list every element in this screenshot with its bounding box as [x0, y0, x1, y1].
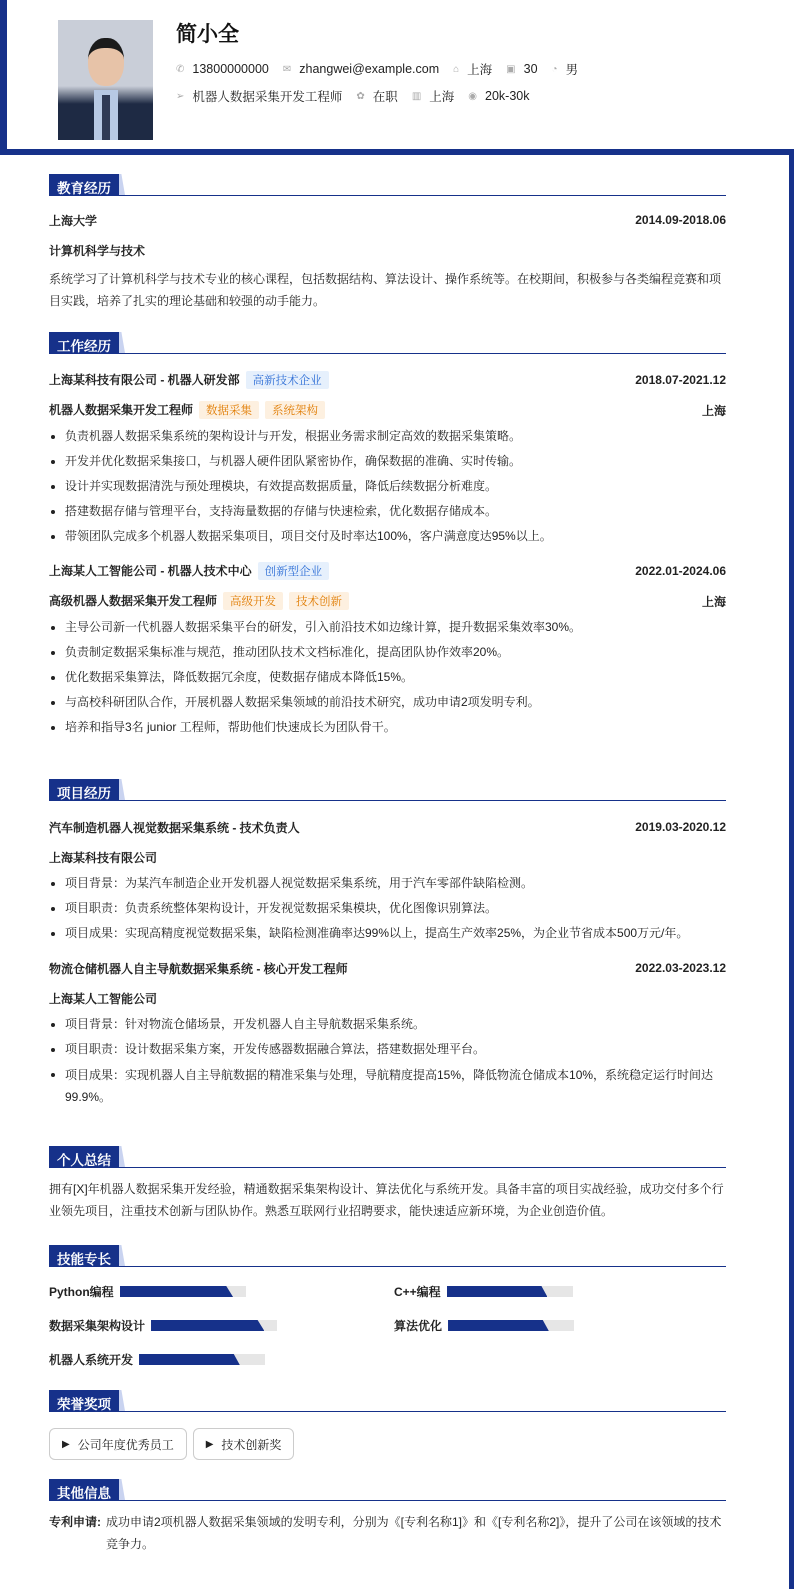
project-name: 物流仓储机器人自主导航数据采集系统 - 核心开发工程师	[49, 961, 348, 976]
age-icon: ▣	[506, 63, 516, 75]
period: 2014.09-2018.06	[635, 213, 726, 227]
role-tag: 数据采集	[199, 401, 259, 419]
section-title: 其他信息	[49, 1479, 119, 1500]
list-item: 带领团队完成多个机器人数据采集项目，项目交付及时率达100%，客户满意度达95%以上。	[49, 524, 726, 549]
period: 2019.03-2020.12	[635, 820, 726, 834]
skill-item	[394, 1283, 573, 1300]
skill-item	[394, 1317, 574, 1334]
role-tag: 高级开发	[223, 592, 283, 610]
school: 上海大学	[49, 213, 98, 228]
status: 在职	[372, 90, 398, 104]
skill-name: Python编程	[49, 1285, 114, 1299]
skill-name: 数据采集架构设计	[49, 1319, 146, 1333]
email-icon: ✉	[282, 63, 292, 75]
list-item: 优化数据采集算法，降低数据冗余度，使数据存储成本降低15%。	[49, 665, 726, 690]
list-item: 项目背景：针对物流仓储场景，开发机器人自主导航数据采集系统。	[49, 1012, 726, 1037]
skill-name: C++编程	[394, 1285, 441, 1299]
candidate-name: 简小全	[176, 23, 239, 46]
list-item: 项目背景：为某汽车制造企业开发机器人视觉数据采集系统，用于汽车零部件缺陷检测。	[49, 871, 726, 896]
section-title: 技能专长	[49, 1245, 119, 1266]
company: 上海某科技有限公司	[49, 850, 158, 865]
period: 2018.07-2021.12	[635, 373, 726, 387]
page-border	[789, 150, 794, 1589]
list-item: 与高校科研团队合作，开展机器人数据采集领域的前沿技术研究，成功申请2项发明专利。	[49, 690, 726, 715]
company-tag: 高新技术企业	[246, 371, 329, 389]
projects-section	[49, 779, 726, 1108]
section-title: 荣誉奖项	[49, 1390, 119, 1411]
list-item: 项目职责：设计数据采集方案，开发传感器数据融合算法，搭建数据处理平台。	[49, 1037, 726, 1062]
role: 高级机器人数据采集开发工程师	[49, 594, 218, 608]
send-icon: ➢	[176, 90, 185, 102]
gender: 男	[565, 63, 579, 77]
list-item: 项目职责：负责系统整体架构设计，开发视觉数据采集模块，优化图像识别算法。	[49, 896, 726, 921]
position: 机器人数据采集开发工程师	[192, 90, 343, 104]
award-badge	[193, 1428, 295, 1460]
skill-name: 算法优化	[394, 1319, 443, 1333]
skill-bar-fill	[448, 1320, 549, 1331]
company: 上海某科技有限公司 - 机器人研发部	[49, 373, 240, 387]
skill-item	[49, 1283, 246, 1300]
list-item: 项目成果：实现机器人自主导航数据的精准采集与处理，导航精度提高15%，降低物流仓储成本10%，系统稳定运行时间达99.9%。	[49, 1062, 726, 1108]
list-item: 项目成果：实现高精度视觉数据采集，缺陷检测准确率达99%以上，提高生产效率25%，为企业节省成本500万元/年。	[49, 921, 726, 946]
section-title: 个人总结	[49, 1146, 119, 1167]
salary-icon: ◉	[468, 90, 478, 102]
skill-bar-fill	[151, 1320, 264, 1331]
age: 30	[523, 62, 538, 76]
city: 上海	[701, 403, 726, 418]
section-title: 教育经历	[49, 174, 119, 195]
email: zhangwei@example.com	[299, 62, 440, 76]
summary-section	[49, 1146, 726, 1222]
other-text: 成功申请2项机器人数据采集领域的发明专利，分别为《[专利名称1]》和《[专利名称2]》，提升了公司在该领域的技术竞争力。	[106, 1515, 722, 1551]
period: 2022.01-2024.06	[635, 564, 726, 578]
skills-section	[49, 1245, 726, 1377]
salary: 20k-30k	[485, 89, 530, 103]
skill-item	[49, 1317, 277, 1334]
contact-row	[176, 60, 592, 78]
status-icon: ✿	[356, 90, 365, 102]
section-title: 项目经历	[49, 779, 119, 800]
phone: 13800000000	[192, 62, 269, 76]
phone-icon: ✆	[176, 63, 185, 75]
triangle-icon: ▶	[205, 1438, 214, 1450]
period: 2022.03-2023.12	[635, 961, 726, 975]
list-item: 设计并实现数据清洗与预处理模块，有效提高数据质量，降低后续数据分析难度。	[49, 474, 726, 499]
summary-text: 拥有[X]年机器人数据采集开发经验，精通数据采集架构设计、算法优化与系统开发。具备丰富的项目实战经验，成功交付多个行业领先项目，注重技术创新与团队协作。熟悉互联网行业招聘要求，能快速适应新环境，为企业创造价值。	[49, 1182, 724, 1218]
list-item: 负责制定数据采集标准与规范，推动团队技术文档标准化，提高团队协作效率20%。	[49, 640, 726, 665]
skill-bar-fill	[120, 1286, 233, 1297]
city: 上海	[701, 594, 726, 609]
city: 上海	[429, 90, 455, 104]
home-icon: ⌂	[453, 63, 460, 75]
award-name: 技术创新奖	[221, 1437, 282, 1452]
skill-name: 机器人系统开发	[49, 1353, 134, 1367]
role: 机器人数据采集开发工程师	[49, 403, 194, 417]
job-entry	[49, 370, 726, 549]
list-item: 培养和指导3名 junior 工程师，帮助他们快速成长为团队骨干。	[49, 715, 726, 740]
list-item: 搭建数据存储与管理平台，支持海量数据的存储与快速检索，优化数据存储成本。	[49, 499, 726, 524]
building-icon: ▥	[411, 90, 422, 102]
work-section	[49, 332, 726, 740]
company: 上海某人工智能公司 - 机器人技术中心	[49, 564, 252, 578]
education-section	[49, 174, 726, 312]
major: 计算机科学与技术	[49, 243, 146, 258]
project-entry	[49, 817, 726, 946]
job-entry	[49, 561, 726, 740]
skills-list	[49, 1267, 726, 1377]
job-row	[176, 87, 544, 105]
skill-bar	[139, 1354, 265, 1365]
skill-bar	[151, 1320, 277, 1331]
list-item: 负责机器人数据采集系统的架构设计与开发，根据业务需求制定高效的数据采集策略。	[49, 424, 726, 449]
location: 上海	[467, 63, 493, 77]
skill-bar	[120, 1286, 246, 1297]
list-item: 主导公司新一代机器人数据采集平台的研发，引入前沿技术如边缘计算，提升数据采集效率30%。	[49, 615, 726, 640]
skill-bar	[448, 1320, 574, 1331]
award-name: 公司年度优秀员工	[77, 1437, 174, 1452]
avatar	[58, 20, 153, 140]
project-name: 汽车制造机器人视觉数据采集系统 - 技术负责人	[49, 820, 300, 835]
awards-section	[49, 1390, 726, 1460]
skill-bar-fill	[447, 1286, 548, 1297]
skill-bar	[447, 1286, 573, 1297]
role-tag: 技术创新	[289, 592, 349, 610]
other-section	[49, 1479, 726, 1555]
education-desc: 系统学习了计算机科学与技术专业的核心课程，包括数据结构、算法设计、操作系统等。在校期间，积极参与各类编程竞赛和项目实践，培养了扎实的理论基础和较强的动手能力。	[49, 272, 722, 308]
project-entry	[49, 958, 726, 1108]
award-badge	[49, 1428, 187, 1460]
list-item: 开发并优化数据采集接口，与机器人硬件团队紧密协作，确保数据的准确、实时传输。	[49, 449, 726, 474]
other-label: 专利申请:	[49, 1515, 101, 1529]
role-tag: 系统架构	[265, 401, 325, 419]
company-tag: 创新型企业	[258, 562, 330, 580]
gender-icon: ◔	[551, 63, 558, 75]
skill-bar-fill	[139, 1354, 240, 1365]
triangle-icon: ▶	[62, 1438, 70, 1450]
section-title: 工作经历	[49, 332, 119, 353]
skill-item	[49, 1351, 265, 1368]
company: 上海某人工智能公司	[49, 991, 158, 1006]
